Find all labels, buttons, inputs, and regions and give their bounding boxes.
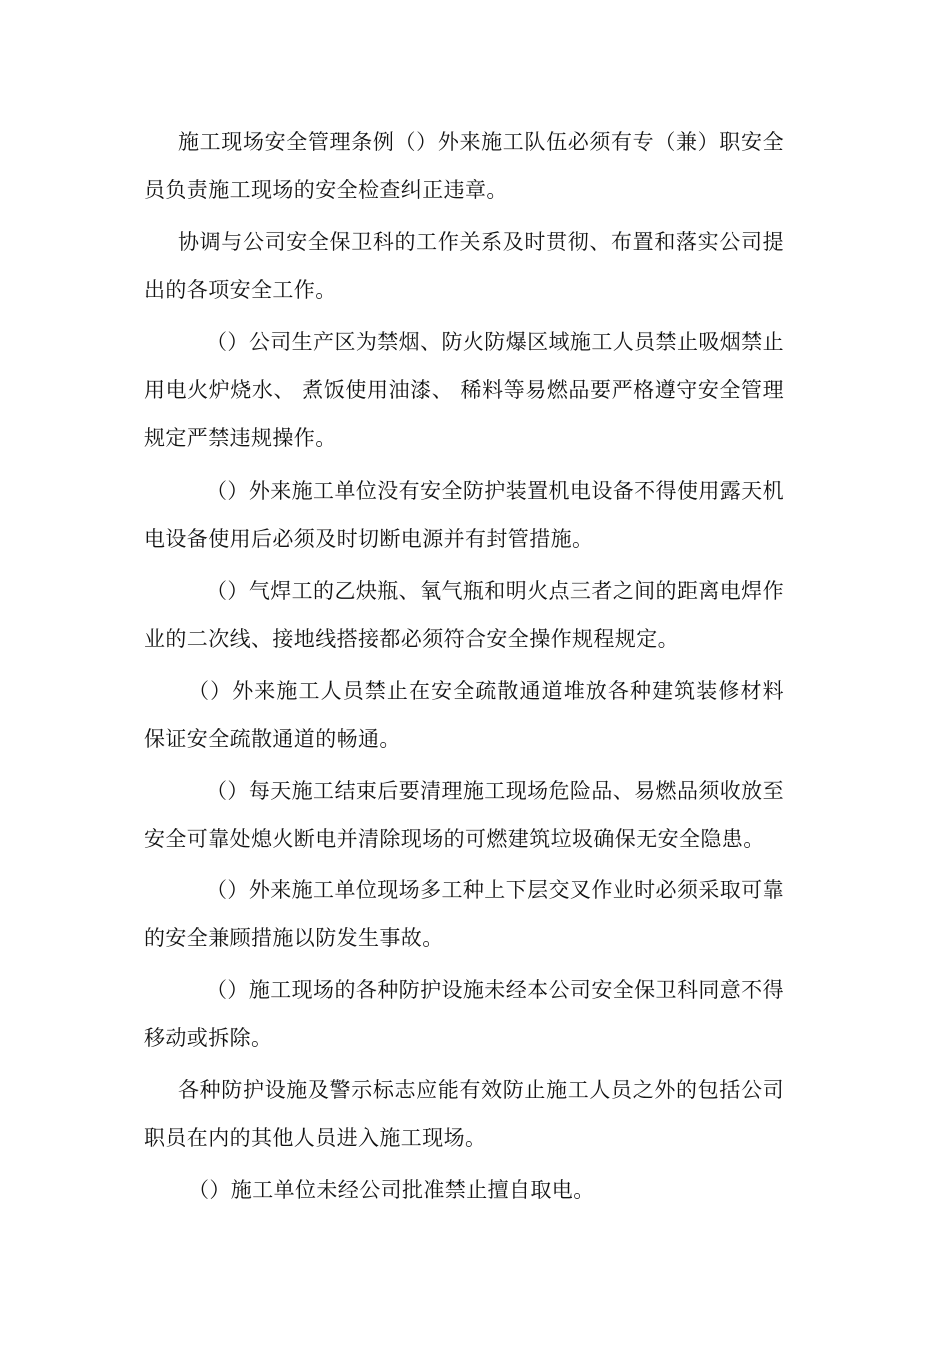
paragraph-6: （）外来施工人员禁止在安全疏散通道堆放各种建筑装修材料保证安全疏散通道的畅通。 (144, 679, 784, 751)
paragraph-8: （）外来施工单位现场多工种上下层交叉作业时必须采取可靠的安全兼顾措施以防发生事故。 (144, 878, 784, 950)
paragraph-7: （）每天施工结束后要清理施工现场危险品、易燃品须收放至安全可靠处熄火断电并清除现场的可燃建筑垃圾确保无安全隐患。 (144, 779, 784, 851)
paragraph-5: （）气焊工的乙炔瓶、氧气瓶和明火点三者之间的距离电焊作业的二次线、接地线搭接都必须符合安全操作规程规定。 (144, 579, 784, 651)
paragraph-4: （）外来施工单位没有安全防护装置机电设备不得使用露天机电设备使用后必须及时切断电源并有封管措施。 (144, 479, 784, 551)
paragraph-9: （）施工现场的各种防护设施未经本公司安全保卫科同意不得移动或拆除。 (144, 978, 784, 1050)
paragraph-3: （）公司生产区为禁烟、防火防爆区域施工人员禁止吸烟禁止用电火炉烧水、 煮饭使用油漆、 稀料等易燃品要严格遵守安全管理规定严禁违规操作。 (144, 330, 784, 450)
paragraph-2: 协调与公司安全保卫科的工作关系及时贯彻、布置和落实公司提出的各项安全工作。 (144, 230, 784, 302)
paragraph-10: 各种防护设施及警示标志应能有效防止施工人员之外的包括公司职员在内的其他人员进入施工现场。 (144, 1078, 784, 1150)
paragraph-1: 施工现场安全管理条例（）外来施工队伍必须有专（兼）职安全员负责施工现场的安全检查纠正违章。 (144, 130, 784, 202)
paragraph-11: （）施工单位未经公司批准禁止擅自取电。 (188, 1178, 595, 1202)
